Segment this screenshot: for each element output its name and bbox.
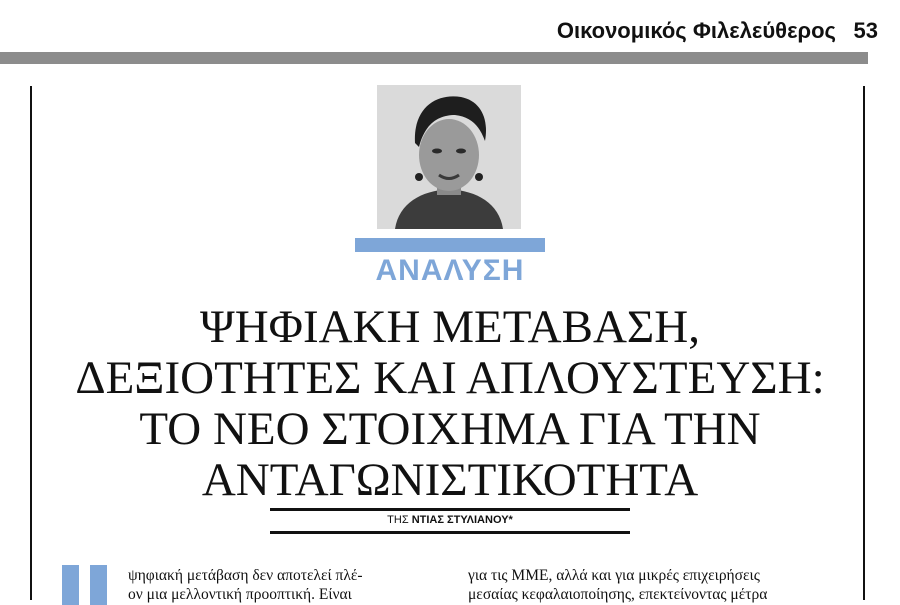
byline bbox=[270, 513, 630, 527]
publication-title: Οικονομικός Φιλελεύθερος bbox=[556, 18, 836, 43]
section-kicker: ΑΝΑΛΥΣΗ bbox=[375, 254, 525, 286]
column-frame-left bbox=[30, 86, 32, 600]
author-portrait bbox=[377, 85, 521, 229]
drop-cap-right-stroke bbox=[90, 565, 107, 605]
byline-prefix: ΤΗΣ bbox=[387, 514, 409, 526]
body-line: μεσαίας κεφαλαιοποίησης, επεκτείνοντας μέτρα bbox=[468, 586, 768, 603]
kicker-accent-bar bbox=[355, 238, 545, 252]
page-number: 53 bbox=[853, 18, 878, 43]
headline-line: ΨΗΦΙΑΚΗ ΜΕΤΑΒΑΣΗ, bbox=[200, 301, 700, 353]
drop-cap-initial bbox=[62, 565, 108, 605]
byline-rule-bottom bbox=[270, 531, 630, 534]
header-grey-bar bbox=[0, 52, 868, 64]
headline-line: ΔΕΞΙΟΤΗΤΕΣ ΚΑΙ ΑΠΛΟΥΣΤΕΥΣΗ: bbox=[75, 352, 825, 404]
masthead bbox=[0, 0, 900, 58]
byline-rule-top bbox=[270, 508, 630, 511]
headline-line: ΑΝΤΑΓΩΝΙΣΤΙΚΟΤΗΤΑ bbox=[201, 454, 699, 506]
body-line: για τις ΜΜΕ, αλλά και για μικρές επιχειρήσεις bbox=[468, 567, 760, 584]
column-frame-right bbox=[863, 86, 865, 600]
drop-cap-left-stroke bbox=[62, 565, 79, 605]
headline bbox=[40, 302, 860, 506]
byline-author: ΝΤΙΑΣ ΣΤΥΛΙΑΝΟΥ* bbox=[411, 514, 513, 526]
headline-line: ΤΟ ΝΕΟ ΣΤΟΙΧΗΜΑ ΓΙΑ ΤΗΝ bbox=[139, 403, 761, 455]
body-line: ον μια μελλοντική προοπτική. Είναι bbox=[128, 586, 352, 603]
body-column-2 bbox=[468, 566, 858, 604]
body-column-1 bbox=[128, 566, 438, 604]
body-line: ψηφιακή μετάβαση δεν αποτελεί πλέ- bbox=[128, 567, 363, 584]
